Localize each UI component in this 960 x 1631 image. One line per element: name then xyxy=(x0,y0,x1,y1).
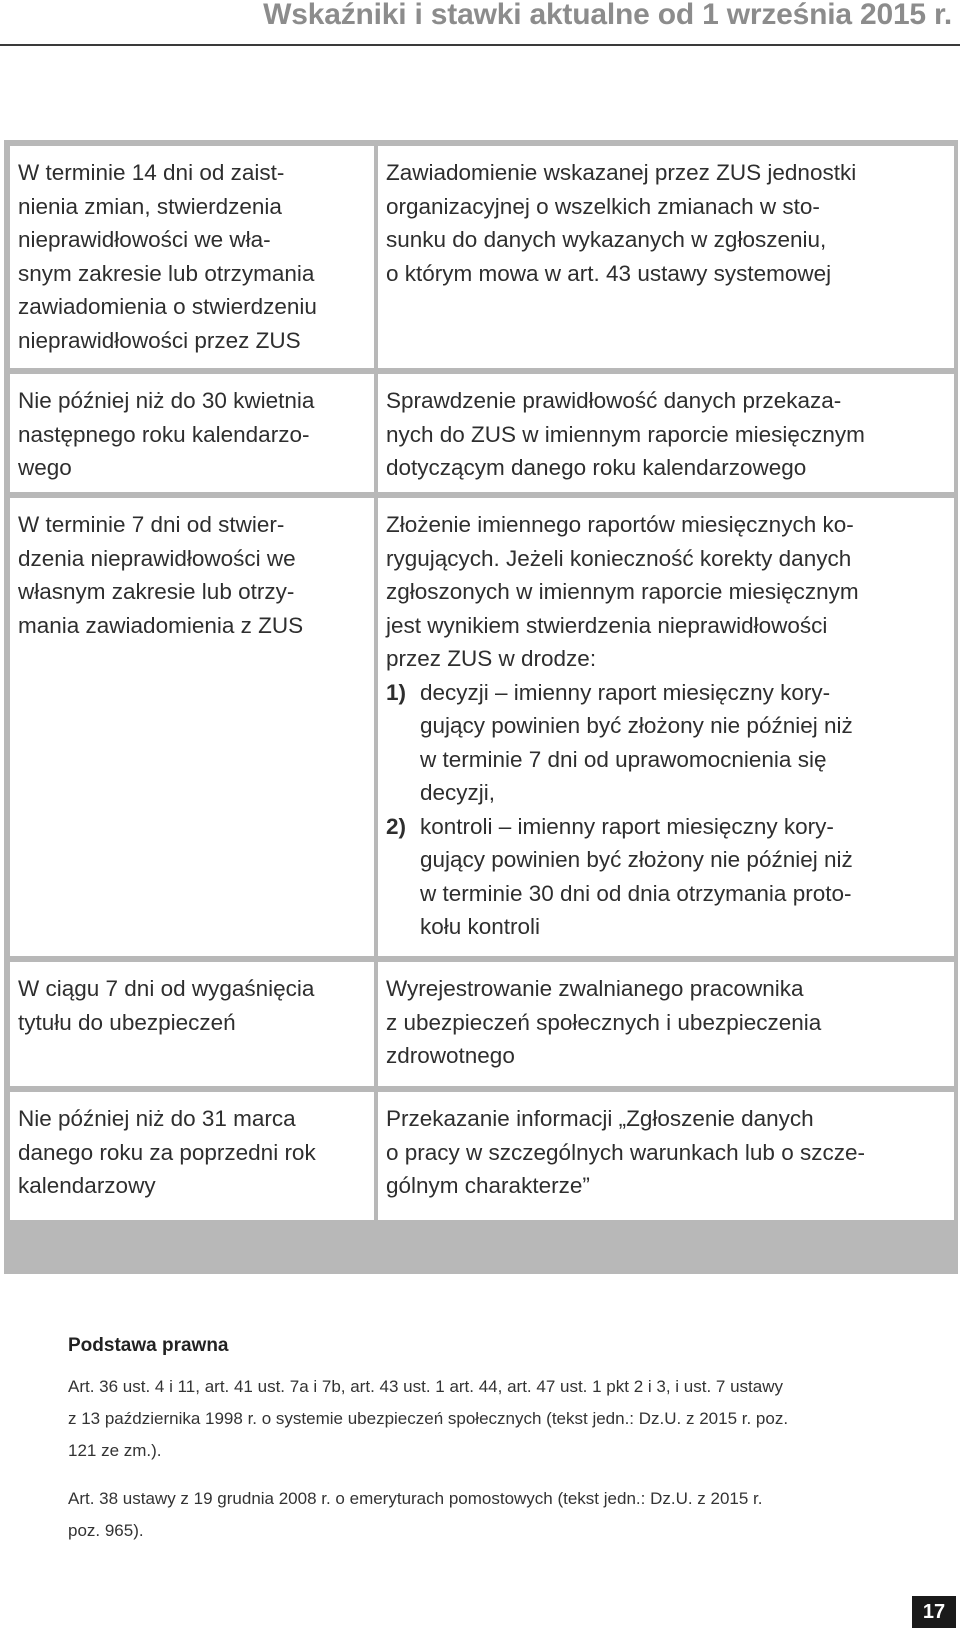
table-cell-deadline xyxy=(10,1092,374,1220)
cell-text: Nie później niż do 30 kwietnia następnego roku kalendarzo- wego xyxy=(18,388,315,480)
cell-text: W terminie 7 dni od stwier- dzenia nieprawidłowości we własnym zakresie lub otrzy- mania zawiadomienia z ZUS xyxy=(18,512,304,638)
list-text: decyzji – imienny raport miesięczny kory- gujący powinien być złożony nie później niż w terminie 7 dni od uprawomocnienia się decyzji, xyxy=(420,679,853,805)
table-row xyxy=(4,962,958,1086)
table-row xyxy=(4,146,958,368)
table-cell-deadline xyxy=(10,962,374,1086)
cell-text: Przekazanie informacji „Zgłoszenie danych o pracy w szczególnych warunkach lub o szcze- gólnym charakterze” xyxy=(386,1106,865,1198)
legal-basis-paragraph: Art. 38 ustawy z 19 grudnia 2008 r. o emeryturach pomostowych (tekst jedn.: Dz.U. z 2015 r. poz. 965). xyxy=(68,1489,763,1540)
cell-text: Nie później niż do 31 marca danego roku za poprzedni rok kalendarzowy xyxy=(18,1106,316,1198)
page-number: 17 xyxy=(912,1596,956,1628)
legal-basis-paragraph: Art. 36 ust. 4 i 11, art. 41 ust. 7a i 7b, art. 43 ust. 1 art. 44, art. 47 ust. 1 pkt 2 i 3, i ust. 7 ustawy z 13 października 1998 r. o systemie ubezpieczeń społecznych (tekst jedn.: Dz.U. z 2015 r. poz. 121 ze zm.). xyxy=(68,1377,789,1460)
page-title: Wskaźniki i stawki aktualne od 1 września 2015 r. xyxy=(263,0,952,31)
list-number: 1) xyxy=(386,679,407,705)
table-cell-deadline xyxy=(10,146,374,368)
list-item xyxy=(386,676,950,810)
table-cell-deadline xyxy=(10,374,374,492)
list-item xyxy=(386,810,950,944)
table-cell-obligation xyxy=(378,146,954,368)
table-row xyxy=(4,498,958,956)
deadlines-table xyxy=(4,140,958,1274)
list-number: 2) xyxy=(386,813,407,839)
page-header xyxy=(0,0,960,46)
table-cell-obligation xyxy=(378,962,954,1086)
list-text: kontroli – imienny raport miesięczny kory- gujący powinien być złożony nie później niż w terminie 30 dni od dnia otrzymania proto- kołu kontroli xyxy=(420,813,853,939)
legal-basis-heading: Podstawa prawna xyxy=(68,1335,229,1356)
table-cell-obligation xyxy=(378,1092,954,1220)
cell-text: W terminie 14 dni od zaist- nienia zmian, stwierdzenia nieprawidłowości we wła- snym zakresie lub otrzymania zawiadomienia o stwierdzeniu nieprawidłowości przez ZUS xyxy=(18,160,317,353)
cell-text: Wyrejestrowanie zwalnianego pracownika z ubezpieczeń społecznych i ubezpieczenia zdrowotnego xyxy=(386,976,822,1068)
legal-basis xyxy=(68,1335,958,1563)
table-cell-deadline xyxy=(10,498,374,956)
table-row xyxy=(4,1092,958,1220)
table-cell-obligation xyxy=(378,498,954,956)
table-cell-obligation xyxy=(378,374,954,492)
cell-text: Zawiadomienie wskazanej przez ZUS jednostki organizacyjnej o wszelkich zmianach w sto- sunku do danych wykazanych w zgłoszeniu, o którym mowa w art. 43 ustawy systemowej xyxy=(386,160,857,286)
cell-text: W ciągu 7 dni od wygaśnięcia tytułu do ubezpieczeń xyxy=(18,976,315,1035)
table-row xyxy=(4,374,958,492)
cell-text: Złożenie imiennego raportów miesięcznych ko- rygujących. Jeżeli konieczność korekty danych zgłoszonych w imiennym raporcie miesięcznym jest wynikiem stwierdzenia nieprawidłowości przez ZUS w drodze: xyxy=(386,512,859,671)
cell-text: Sprawdzenie prawidłowość danych przekaza- nych do ZUS w imiennym raporcie miesięcznym dotyczącym danego roku kalendarzowego xyxy=(386,388,865,480)
